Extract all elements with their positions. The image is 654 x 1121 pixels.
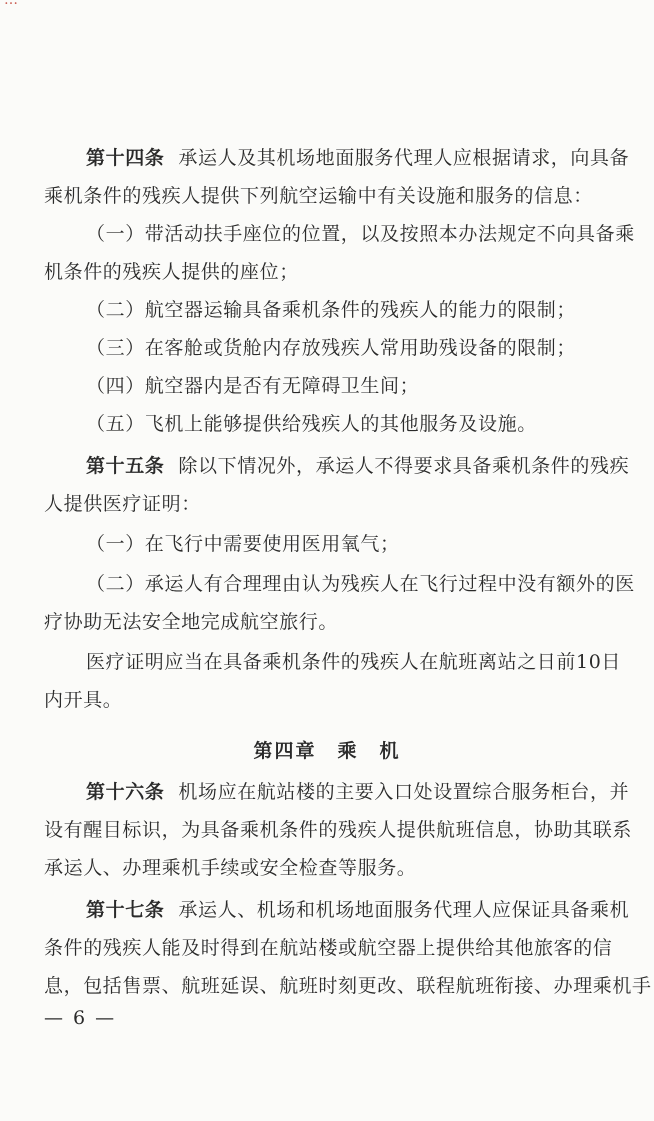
article-15-note-line-1: 医疗证明应当在具备乘机条件的残疾人在航班离站之日前10日 <box>86 651 621 673</box>
article-17-line-2: 条件的残疾人能及时得到在航站楼或航空器上提供给其他旅客的信 <box>44 937 613 959</box>
article-14-item-2: （二）航空器运输具备乘机条件的残疾人的能力的限制； <box>86 299 577 321</box>
article-label: 第十七条 <box>86 899 165 921</box>
article-14-item-1-line-2: 机条件的残疾人提供的座位； <box>44 261 299 283</box>
article-15-item-1: （一）在飞行中需要使用医用氧气； <box>86 533 400 555</box>
article-14-item-5: （五）飞机上能够提供给残疾人的其他服务及设施。 <box>86 413 537 435</box>
corner-stamp-mark: … <box>4 0 22 8</box>
article-15-line-1: 第十五条 除以下情况外，承运人不得要求具备乘机条件的残疾 <box>86 455 630 477</box>
article-label: 第十四条 <box>86 147 165 169</box>
article-14-item-1-line-1: （一）带活动扶手座位的位置，以及按照本办法规定不向具备乘 <box>86 223 635 245</box>
chapter-heading: 第四章 乘 机 <box>253 740 401 762</box>
article-15-item-2-line-1: （二）承运人有合理理由认为残疾人在飞行过程中没有额外的医 <box>86 573 635 595</box>
article-label: 第十五条 <box>86 455 165 477</box>
article-17-line-3: 息，包括售票、航班延误、航班时刻更改、联程航班衔接、办理乘机手 <box>44 975 652 997</box>
article-14-item-4: （四）航空器内是否有无障碍卫生间； <box>86 375 420 397</box>
article-14-line-1: 第十四条 承运人及其机场地面服务代理人应根据请求，向具备 <box>86 147 630 169</box>
page-number: — 6 — <box>44 1007 117 1029</box>
article-15-note-line-2: 内开具。 <box>44 689 123 711</box>
article-17-line-1: 第十七条 承运人、机场和机场地面服务代理人应保证具备乘机 <box>86 899 630 921</box>
article-16-line-2: 设有醒目标识，为具备乘机条件的残疾人提供航班信息，协助其联系 <box>44 819 633 841</box>
article-16-line-1: 第十六条 机场应在航站楼的主要入口处设置综合服务柜台，并 <box>86 781 630 803</box>
article-15-item-2-line-2: 疗协助无法安全地完成航空旅行。 <box>44 611 339 633</box>
article-14-line-2: 乘机条件的残疾人提供下列航空运输中有关设施和服务的信息： <box>44 185 593 207</box>
article-16-line-3: 承运人、办理乘机手续或安全检查等服务。 <box>44 857 417 879</box>
article-14-item-3: （三）在客舱或货舱内存放残疾人常用助残设备的限制； <box>86 337 577 359</box>
article-label: 第十六条 <box>86 781 165 803</box>
article-15-line-2: 人提供医疗证明： <box>44 493 201 515</box>
